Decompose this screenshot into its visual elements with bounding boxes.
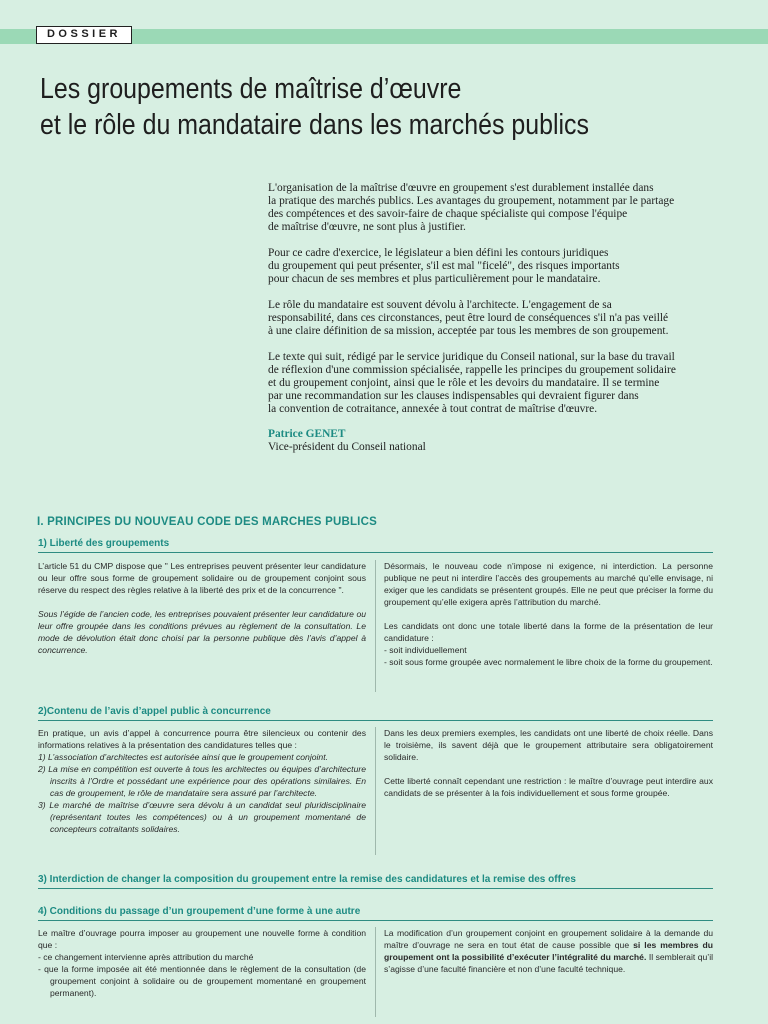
subsection-heading: 3) Interdiction de changer la composition du groupement entre la remise des candidatures et la remise des offres bbox=[38, 874, 713, 889]
subsection-1-left-column bbox=[38, 560, 366, 668]
intro-paragraph: L'organisation de la maîtrise d'œuvre en groupement s'est durablement installée dans la pratique des marchés publics. Les avantages du groupement, notamment par le partage des compétences et des savoir-faire de chaque spécialiste qui compose l'équipe de maîtrise d'œuvre, ne sont plus à justifier. bbox=[268, 182, 675, 233]
emphasized-text: si les membres du groupement ont la possibilité d’exécuter l’intégralité du marché. bbox=[384, 940, 713, 962]
list-item: 2) La mise en compétition est ouverte à tous les architectes ou équipes d’architecture inscrits à l’Ordre et possédant une expérience pour des opérations similaires. En cas de groupement, le rôle de mandataire sera assuré par l’architecte. bbox=[38, 764, 366, 798]
column-divider bbox=[375, 560, 376, 692]
intro-paragraph: Le texte qui suit, rédigé par le service juridique du Conseil national, sur la base du travail de réflexion d'une commission spécialisée, rappelle les principes du groupement solidaire et du groupement conjoint, ainsi que le rôle et les devoirs du mandataire. Il se termine par une recommandation sur les clauses indispensables qui devraient figurer dans la convention de cotraitance, annexée à tout contrat de maîtrise d'œuvre. bbox=[268, 351, 676, 415]
author-name: Patrice GENET bbox=[268, 428, 346, 440]
list-item: - que la forme imposée ait été mentionnée dans le règlement de la consultation (de groupement conjoint à solidaire ou de groupement momentané en groupement permanent). bbox=[38, 964, 366, 998]
column-divider bbox=[375, 727, 376, 855]
condition-list bbox=[38, 951, 366, 999]
intro-text bbox=[268, 182, 708, 416]
intro-paragraph: Le rôle du mandataire est souvent dévolu à l'architecte. L'engagement de sa responsabilité, dans ces circonstances, peut être lourd de conséquences s'il n'a pas veillé à une claire définition de sa mission, acceptée par tous les membres de son groupement. bbox=[268, 299, 669, 337]
body-paragraph: Les candidats ont donc une totale liberté dans la forme de la présentation de leur candidature : bbox=[384, 621, 713, 643]
body-paragraph bbox=[384, 927, 713, 975]
author-signature bbox=[268, 428, 426, 454]
subsection-heading: 4) Conditions du passage d’un groupement d’une forme à une autre bbox=[38, 906, 713, 921]
list-item: 1) L’association d’architectes est autorisée ainsi que le groupement conjoint. bbox=[38, 752, 328, 762]
body-paragraph: L’article 51 du CMP dispose que " Les entreprises peuvent présenter leur candidature ou leur offre sous forme de groupement solidaire ou de groupement conjoint sous réserve du respect des règles relative à la liberté des prix et de la concurrence ". bbox=[38, 561, 366, 595]
paragraph-text: Il semblerait qu’il s’agisse d’une faculté financière et non d’une faculté technique. bbox=[384, 952, 714, 974]
subsection-4-left-column bbox=[38, 927, 366, 999]
option-list bbox=[384, 644, 713, 668]
list-item: - soit sous forme groupée avec normalement le libre choix de la forme du groupement. bbox=[384, 657, 713, 667]
subsection-4-right-column bbox=[384, 927, 713, 987]
example-list bbox=[38, 751, 366, 835]
subsection-1-right-column bbox=[384, 560, 713, 668]
author-role: Vice-président du Conseil national bbox=[268, 441, 426, 453]
title-line-2: et le rôle du mandataire dans les marchés publics bbox=[40, 109, 589, 141]
section-tag: DOSSIER bbox=[36, 26, 132, 44]
subsection-heading: 1) Liberté des groupements bbox=[38, 538, 713, 553]
title-line-1: Les groupements de maîtrise d’œuvre bbox=[40, 73, 462, 105]
list-item: - ce changement intervienne après attribution du marché bbox=[38, 952, 254, 962]
intro-paragraph: Pour ce cadre d'exercice, le législateur a bien défini les contours juridiques du groupement qui peut présenter, s'il est mal "ficelé", des risques importants pour chacun de ses membres et plus particulièrement pour le mandataire. bbox=[268, 247, 620, 285]
subsection-2-right-column bbox=[384, 727, 713, 811]
subsection-2-left-column bbox=[38, 727, 366, 835]
paragraph-text: La modification d’un groupement conjoint en groupement solidaire à la demande du maître d’ouvrage ne sera en tout état de cause possible que bbox=[384, 928, 713, 950]
subsection-heading: 2)Contenu de l’avis d’appel public à concurrence bbox=[38, 706, 713, 721]
column-divider bbox=[375, 927, 376, 1017]
body-paragraph: Cette liberté connaît cependant une restriction : le maître d’ouvrage peut interdire aux candidats de se présenter à la fois individuellement et sous forme groupée. bbox=[384, 776, 713, 798]
page-title bbox=[40, 71, 589, 143]
body-paragraph: Sous l’égide de l’ancien code, les entreprises pouvaient présenter leur candidature ou leur offre groupée dans les conditions prévues au règlement de la consultation. Le mode de dévolution était donc choisi par la personne publique dès l’avis d’appel à concurrence. bbox=[38, 609, 366, 655]
section-heading: I. PRINCIPES DU NOUVEAU CODE DES MARCHES PUBLICS bbox=[37, 516, 377, 528]
body-paragraph: Désormais, le nouveau code n’impose ni exigence, ni interdiction. La personne publique ne peut ni interdire l’accès des groupements au marché qu’elle envisage, ni exiger que les candidats se présentent groupés. Elle ne peut que préciser la forme du groupement qu’elle exigera après l’attribution du marché. bbox=[384, 561, 713, 607]
body-paragraph: Le maître d’ouvrage pourra imposer au groupement une nouvelle forme à condition que : bbox=[38, 928, 366, 950]
list-item: 3) Le marché de maîtrise d’œuvre sera dévolu à un candidat seul pluridisciplinaire (représentant toutes les compétences) ou à un groupement momentané de concepteurs cotraitants solidaires. bbox=[38, 800, 366, 834]
body-paragraph: En pratique, un avis d’appel à concurrence pourra être silencieux ou contenir des informations relatives à la présentation des candidatures telles que : bbox=[38, 728, 366, 750]
body-paragraph: Dans les deux premiers exemples, les candidats ont une liberté de choix réelle. Dans le troisième, ils savent déjà que le groupement attributaire sera obligatoirement solidaire. bbox=[384, 728, 713, 762]
list-item: - soit individuellement bbox=[384, 645, 467, 655]
